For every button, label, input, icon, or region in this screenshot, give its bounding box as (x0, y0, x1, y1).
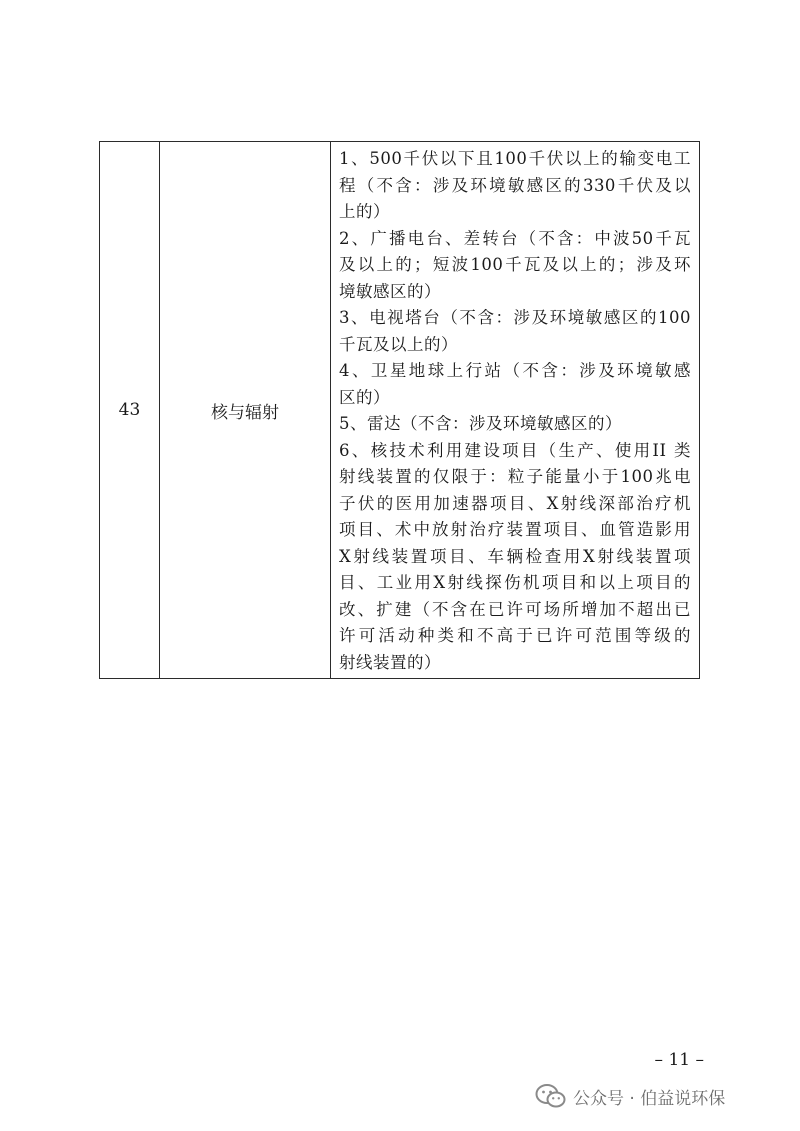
description-line: 上的） (339, 202, 390, 221)
description-line: 3、电视塔台（不含：涉及环境敏感区的100 (339, 308, 691, 327)
description-line: 2、广播电台、差转台（不含：中波50千瓦 (339, 228, 691, 248)
description-line: 4、卫星地球上行站（不含：涉及环境敏感 (339, 361, 691, 380)
description-line: 程（不含：涉及环境敏感区的330千伏及以 (339, 175, 691, 195)
description-line: 许可活动种类和不高于已许可范围等级的 (339, 626, 691, 645)
table-row (100, 142, 700, 679)
watermark-text: 公众号 · 伯益说环保 (573, 1088, 726, 1109)
description-line: 目、工业用X射线探伤机项目和以上项目的 (339, 573, 691, 592)
description-line: 射线装置的仅限于：粒子能量小于100兆电 (339, 467, 691, 486)
watermark (535, 1082, 725, 1110)
wechat-icon (535, 1083, 567, 1109)
description-line: 项目、术中放射治疗装置项目、血管造影用 (339, 520, 691, 539)
description-line: 及以上的；短波100千瓦及以上的；涉及环 (339, 255, 691, 274)
description-line: 区的） (339, 387, 390, 407)
description-line: 5、雷达（不含：涉及环境敏感区的） (339, 414, 622, 433)
description-line: 境敏感区的） (339, 281, 441, 301)
page-number: – 11 – (654, 1050, 704, 1070)
description-line: 6、核技术利用建设项目（生产、使用II 类 (339, 440, 691, 460)
row-category: 核与辐射 (160, 142, 331, 679)
description-line: 改、扩建（不含在已许可场所增加不超出已 (339, 599, 691, 619)
description-line: 射线装置的） (339, 652, 441, 672)
description-line: X射线装置项目、车辆检查用X射线装置项 (339, 546, 691, 566)
description-line: 1、500千伏以下且100千伏以上的输变电工 (339, 149, 691, 168)
row-number: 43 (100, 142, 160, 679)
description-lines (331, 142, 699, 678)
description-line: 子伏的医用加速器项目、X射线深部治疗机 (339, 493, 691, 513)
project-table (99, 141, 700, 679)
row-description (331, 142, 700, 679)
description-line: 千瓦及以上的） (339, 334, 458, 354)
